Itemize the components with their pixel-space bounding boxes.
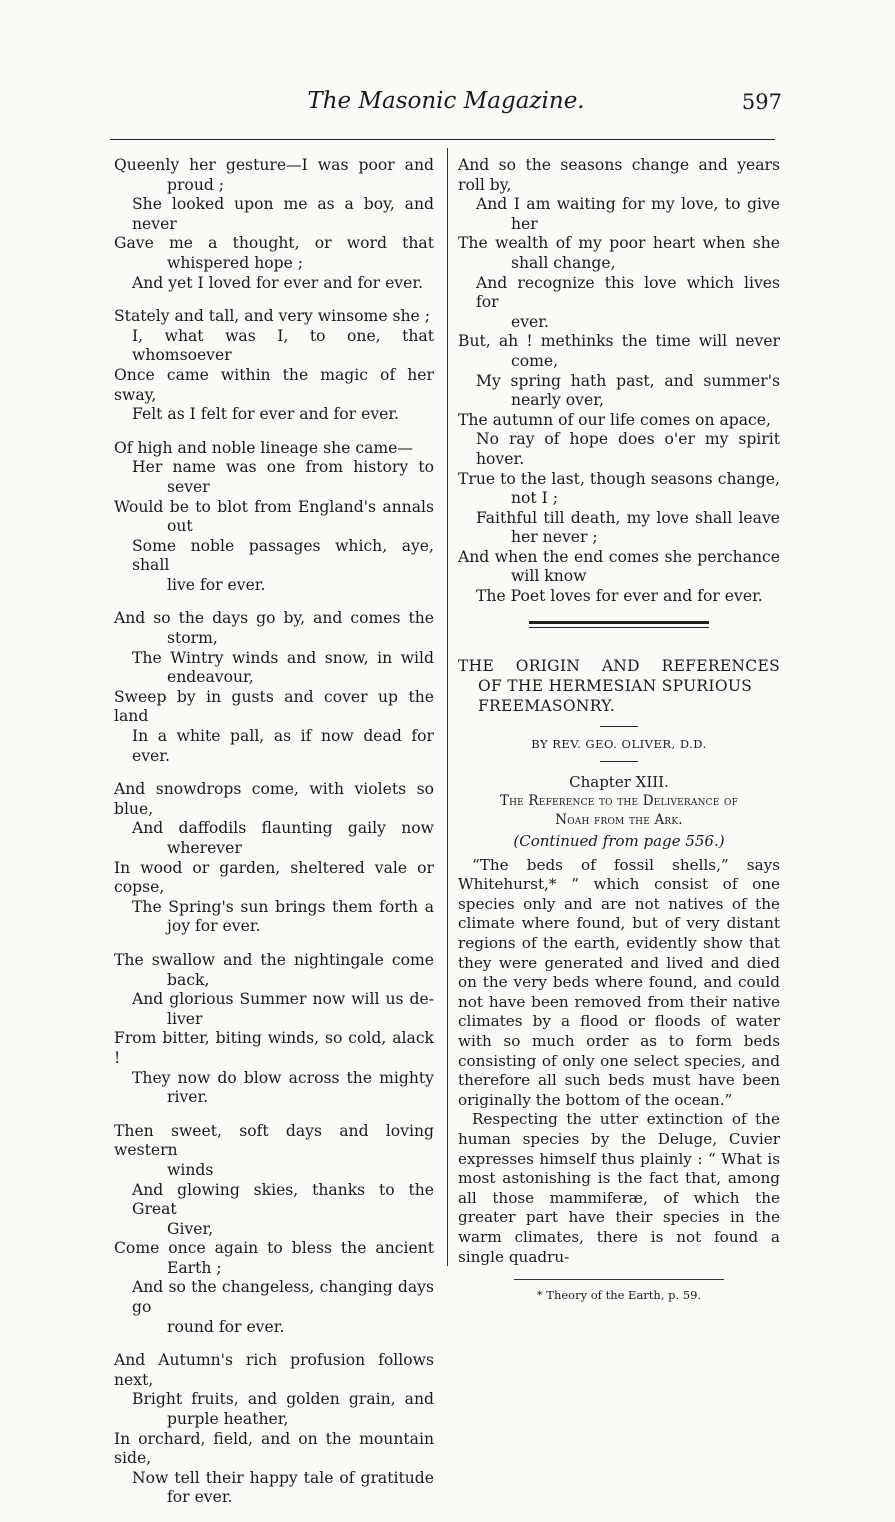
poem-line: I, what was I, to one, that whomsoever xyxy=(132,326,434,365)
poem-line: Now tell their happy tale of gratitude xyxy=(132,1468,434,1487)
chapter-subtitle: Noah from the Ark. xyxy=(555,811,683,828)
poem-line: Stately and tall, and very winsome she ; xyxy=(114,307,430,326)
article-title-line: THE ORIGIN AND REFERENCES xyxy=(458,656,780,675)
poem-line: And snowdrops come, with violets so blue, xyxy=(114,780,434,818)
poem-line: The Poet loves for ever and for ever. xyxy=(476,587,763,606)
poem-line: for ever. xyxy=(167,1488,233,1507)
poem-line: live for ever. xyxy=(167,575,266,594)
poem-line: Giver, xyxy=(167,1219,214,1238)
poem-line: Felt as I felt for ever and for ever. xyxy=(132,405,400,424)
poem-line: Faithful till death, my love shall leave xyxy=(476,508,780,527)
poem-line: not I ; xyxy=(511,489,559,508)
poem-line: Her name was one from history to xyxy=(132,458,434,477)
poem-line: proud ; xyxy=(167,175,225,194)
poem-line: But, ah ! methinks the time will never xyxy=(458,332,780,351)
poem-line: The Wintry winds and snow, in wild xyxy=(132,648,434,667)
poem-line: No ray of hope does o'er my spirit hover. xyxy=(476,430,780,468)
article-title-line: FREEMASONRY. xyxy=(478,696,615,715)
poem-stanza xyxy=(114,1351,434,1508)
page-number: 597 xyxy=(741,90,782,114)
poem-line: And glowing skies, thanks to the Great xyxy=(132,1180,434,1219)
poem-line: ever. xyxy=(511,312,549,331)
chapter-heading: Chapter XIII. xyxy=(569,772,669,791)
poem-line: The swallow and the nightingale come xyxy=(114,950,434,969)
poem-line: And yet I loved for ever and for ever. xyxy=(132,273,424,292)
section-ornament-rule xyxy=(529,621,709,628)
poem-continuation xyxy=(458,156,780,607)
poem-line: Queenly her gesture—I was poor and xyxy=(114,156,434,174)
poem-line: The autumn of our life comes on apace, xyxy=(458,410,771,429)
poem-line: winds xyxy=(167,1160,214,1179)
poem-line: In orchard, field, and on the mountain side, xyxy=(114,1429,434,1468)
poem-line: Bright fruits, and golden grain, and xyxy=(132,1390,434,1409)
poem-line: And so the changeless, changing days go xyxy=(132,1278,434,1317)
poem-line: The wealth of my poor heart when she xyxy=(458,234,780,253)
poem-stanza xyxy=(114,439,434,596)
poem-line: Of high and noble lineage she came— xyxy=(114,438,413,457)
body-paragraph: Respecting the utter extinction of the human species by the Deluge, Cuvier expresses himself thus plainly : “ What is most astonishing is the fact that, among all those mammiferæ, of which the greater part have their species in the warm climates, there is not found a single quadru- xyxy=(458,1110,780,1266)
poem-line: Would be to blot from England's annals xyxy=(114,497,434,516)
poem-line: And when the end comes she perchance xyxy=(458,547,780,566)
poem-line: her never ; xyxy=(511,528,598,547)
poem-stanza xyxy=(114,609,434,766)
poem-line: And glorious Summer now will us de- xyxy=(132,990,434,1009)
poem-line: True to the last, though seasons change, xyxy=(458,469,780,488)
right-column xyxy=(458,156,780,1302)
poem-line: Come once again to bless the ancient xyxy=(114,1239,434,1258)
poem-line: will know xyxy=(511,567,587,586)
poem-stanza xyxy=(114,1122,434,1338)
body-paragraph: “The beds of fossil shells,” says Whitehurst,* “ which consist of one species only and are not natives of the climate where found, but of very distant regions of the earth, evidently show that they were generated and lived and died on the very beds where found, and could not have been removed from their native climates by a flood or floods of water with so much order as to form beds consisting of only one select species, and therefore all such beds must have been originally the bottom of the ocean.” xyxy=(458,855,780,1109)
poem-line: wherever xyxy=(167,839,242,857)
poem-line: Some noble passages which, aye, shall xyxy=(132,536,434,575)
poem-line: round for ever. xyxy=(167,1317,285,1336)
poem-line: And recognize this love which lives for xyxy=(476,273,780,312)
poem-line: She looked upon me as a boy, and never xyxy=(132,195,434,233)
article-title-line: OF THE HERMESIAN SPURIOUS xyxy=(478,676,753,695)
poem-line: In wood or garden, sheltered vale or copse, xyxy=(114,858,434,897)
footnote-rule xyxy=(514,1279,724,1280)
article-title xyxy=(458,656,780,716)
poem-stanza xyxy=(114,780,434,937)
poem-line: In a white pall, as if now dead for ever. xyxy=(132,727,434,765)
poem-line: her xyxy=(511,214,538,233)
short-rule xyxy=(600,726,638,727)
poem-line: My spring hath past, and summer's xyxy=(476,371,780,390)
poem-line: storm, xyxy=(167,629,218,648)
poem-line: Once came within the magic of her sway, xyxy=(114,365,434,404)
chapter-subtitle: The Reference to the Deliverance of xyxy=(499,792,739,809)
poem-line: out xyxy=(167,517,193,536)
poem-line: They now do blow across the mighty xyxy=(132,1068,434,1087)
poem-line: And so the days go by, and comes the xyxy=(114,609,434,628)
poem-line: joy for ever. xyxy=(167,917,261,936)
running-title: The Masonic Magazine. xyxy=(307,88,585,114)
poem-line: whispered hope ; xyxy=(167,253,304,272)
poem-line: And so the seasons change and years roll by, xyxy=(458,156,780,194)
poem-line: Earth ; xyxy=(167,1258,222,1277)
poem-line: come, xyxy=(511,351,559,370)
poem-line: From bitter, biting winds, so cold, alack ! xyxy=(114,1029,434,1067)
column-divider xyxy=(447,148,448,1266)
poem-line: And Autumn's rich profusion follows next, xyxy=(114,1351,434,1389)
article-body xyxy=(458,856,780,1267)
poem-stanza xyxy=(114,156,434,293)
poem-line: back, xyxy=(167,970,210,989)
poem-line: The Spring's sun brings them forth a xyxy=(132,897,434,916)
short-rule xyxy=(600,761,638,762)
poem-line: purple heather, xyxy=(167,1410,289,1429)
poem-stanza xyxy=(458,156,780,607)
poem-line: shall change, xyxy=(511,253,616,272)
poem-line: river. xyxy=(167,1088,209,1107)
page-header xyxy=(110,88,782,128)
footnote: * Theory of the Earth, p. 59. xyxy=(536,1288,702,1303)
poem-stanza xyxy=(114,951,434,1108)
poem-line: liver xyxy=(167,1009,203,1028)
poem-line: And daffodils flaunting gaily now xyxy=(132,819,434,838)
poem-line: nearly over, xyxy=(511,391,604,410)
byline: BY REV. GEO. OLIVER, D.D. xyxy=(531,736,707,751)
poem-line: Then sweet, soft days and loving western xyxy=(114,1121,434,1160)
poem-stanza xyxy=(114,307,434,425)
poem-line: Gave me a thought, or word that xyxy=(114,234,434,253)
header-rule xyxy=(110,139,775,140)
poem-line: sever xyxy=(167,477,210,496)
poem-line: And I am waiting for my love, to give xyxy=(476,195,780,214)
continued-note: (Continued from page 556.) xyxy=(513,831,725,850)
poem-line: Sweep by in gusts and cover up the land xyxy=(114,687,434,726)
left-column xyxy=(114,156,434,1522)
poem-line: endeavour, xyxy=(167,668,254,687)
